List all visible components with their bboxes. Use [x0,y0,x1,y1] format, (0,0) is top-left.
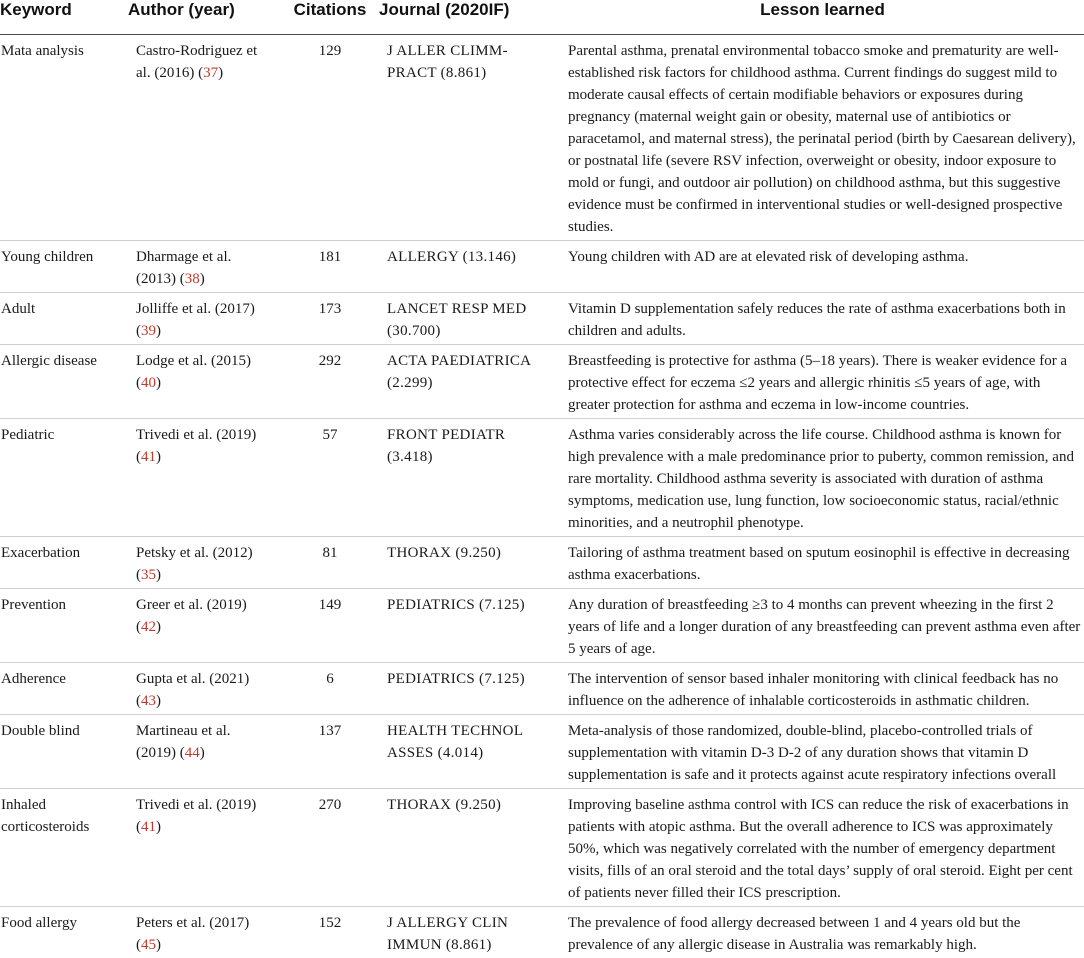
citations-value: 81 [323,545,338,561]
table-row [0,537,1084,589]
citations-value: 137 [319,723,342,739]
keyword-text: Inhaled corticosteroids [1,797,89,835]
keyword-text: Pediatric [1,427,54,443]
citations-value: 57 [323,427,338,443]
citations-value: 181 [319,249,342,265]
keyword-text: Exacerbation [1,545,80,561]
author-cell: Greer et al. (2019) (42) [128,589,281,663]
lesson-text: Tailoring of asthma treatment based on sputum eosinophil is effective in decreasing asthma exacerbations. [568,545,1069,583]
author-text: Gupta et al. (2021) [136,671,249,687]
table-row [0,241,1084,293]
lesson-text: Asthma varies considerably across the life course. Childhood asthma is known for high prevalence with a male predominance prior to puberty, common remission, and rare mortality. Childhood asthma severity is associated with duration of asthma symptoms, medication use, lung function, low socioeconomic status, racial/ethnic minorities, and a neutrophil phenotype. [568,427,1074,531]
citations-value: 129 [319,43,342,59]
citations-cell [281,35,379,241]
journal-text: THORAX (9.250) [387,545,501,561]
lesson-text: Any duration of breastfeeding ≥3 to 4 months can prevent wheezing in the first 2 years of life and a longer duration of any breastfeeding can prevent asthma even after 5 years of age. [568,597,1080,657]
reference-link[interactable]: 43 [141,693,156,709]
citations-value: 292 [319,353,342,369]
journal-cell [379,241,561,293]
citations-cell [281,789,379,907]
author-text: Petsky et al. (2012) [136,545,253,561]
citations-cell [281,419,379,537]
keyword-text: Adult [1,301,35,317]
journal-text: FRONT PEDIATR (3.418) [387,427,505,465]
lesson-cell [561,345,1084,419]
lesson-cell [561,241,1084,293]
reference-link[interactable]: 37 [203,65,218,81]
journal-cell [379,537,561,589]
journal-text: ACTA PAEDIATRICA (2.299) [387,353,530,391]
header-row [0,0,1084,35]
keyword-cell [0,589,128,663]
reference-link[interactable]: 40 [141,375,156,391]
author-cell: Lodge et al. (2015) (40) [128,345,281,419]
lesson-text: Vitamin D supplementation safely reduces the rate of asthma exacerbations both in children and adults. [568,301,1066,339]
author-cell: Peters et al. (2017) (45) [128,907,281,958]
table-body [0,35,1084,958]
header-citations: Citations [281,0,379,35]
keyword-text: Mata analysis [1,43,84,59]
citations-value: 152 [319,915,342,931]
citations-cell [281,537,379,589]
table-row [0,907,1084,958]
citations-value: 173 [319,301,342,317]
header-lesson: Lesson learned [561,0,1084,35]
journal-text: LANCET RESP MED (30.700) [387,301,527,339]
author-text: Lodge et al. (2015) [136,353,251,369]
reference-link[interactable]: 41 [141,819,156,835]
keyword-cell [0,537,128,589]
journal-text: HEALTH TECHNOL ASSES (4.014) [387,723,523,761]
lesson-text: Parental asthma, prenatal environmental tobacco smoke and prematurity are well-established risk factors for childhood asthma. Current findings do suggest mild to moderate causal effects of certain modifiable behaviors or exposures during pregnancy (maternal weight gain or obesity, maternal use of antibiotics or paracetamol, and maternal stress), the perinatal period (birth by Caesarean delivery), or postnatal life (severe RSV infection, overweight or obesity, indoor exposure to mold or fungi, and outdoor air pollution) on childhood asthma, but this suggestive evidence must be confirmed in interventional studies or well-designed prospective studies. [568,43,1076,235]
keyword-cell [0,419,128,537]
reference-link[interactable]: 42 [141,619,156,635]
author-text: Jolliffe et al. (2017) [136,301,255,317]
table-row [0,293,1084,345]
table-header [0,0,1084,35]
journal-cell [379,589,561,663]
keyword-cell [0,715,128,789]
lesson-text: The prevalence of food allergy decreased between 1 and 4 years old but the prevalence of any allergic disease in Australia was remarkably high. [568,915,1020,953]
citations-cell [281,907,379,958]
lesson-cell [561,35,1084,241]
journal-cell [379,907,561,958]
header-author: Author (year) [128,0,281,35]
keyword-text: Young children [1,249,93,265]
citations-cell [281,345,379,419]
reference-link[interactable]: 44 [185,745,200,761]
reference-link[interactable]: 38 [185,271,200,287]
keyword-cell [0,35,128,241]
lesson-cell [561,663,1084,715]
table-row [0,789,1084,907]
lesson-cell [561,789,1084,907]
keyword-text: Adherence [1,671,66,687]
author-cell: Trivedi et al. (2019) (41) [128,789,281,907]
citations-cell [281,241,379,293]
citations-value: 149 [319,597,342,613]
reference-link[interactable]: 39 [141,323,156,339]
citations-value: 270 [319,797,342,813]
author-text: Martineau et al. (2019) [136,723,231,761]
table-row [0,589,1084,663]
journal-cell [379,293,561,345]
lesson-text: The intervention of sensor based inhaler monitoring with clinical feedback has no influence on the adherence of inhalable corticosteroids in asthmatic children. [568,671,1058,709]
keyword-cell [0,293,128,345]
keyword-text: Double blind [1,723,80,739]
header-keyword: Keyword [0,0,128,35]
lesson-cell [561,537,1084,589]
lesson-cell [561,419,1084,537]
lesson-text: Meta-analysis of those randomized, double-blind, placebo-controlled trials of supplementation with vitamin D-3 D-2 of any duration shows that vitamin D supplementation is safe and it protects against acute respiratory infections overall [568,723,1056,783]
citations-cell [281,589,379,663]
lesson-text: Improving baseline asthma control with ICS can reduce the risk of exacerbations in patients with atopic asthma. But the overall adherence to ICS was approximately 50%, which was negatively correlated with the number of emergency department visits, fills of an oral steroid and the total days’ supply of oral steroid. Eight per cent of patients never filled their ICS prescription. [568,797,1073,901]
journal-cell [379,789,561,907]
keyword-text: Prevention [1,597,66,613]
lesson-cell [561,715,1084,789]
lesson-cell [561,293,1084,345]
journal-cell [379,345,561,419]
keyword-text: Food allergy [1,915,77,931]
reference-link[interactable]: 41 [141,449,156,465]
author-text: Dharmage et al. (2013) [136,249,231,287]
journal-text: J ALLER CLIMM-PRACT (8.861) [387,43,508,81]
reference-link[interactable]: 45 [141,937,156,953]
author-cell: Trivedi et al. (2019) (41) [128,419,281,537]
keyword-text: Allergic disease [1,353,97,369]
keyword-cell [0,907,128,958]
lesson-cell [561,589,1084,663]
citations-cell [281,663,379,715]
journal-text: THORAX (9.250) [387,797,501,813]
keyword-cell [0,345,128,419]
lesson-text: Young children with AD are at elevated risk of developing asthma. [568,249,968,265]
journal-text: PEDIATRICS (7.125) [387,671,525,687]
journal-cell [379,715,561,789]
author-text: Peters et al. (2017) [136,915,249,931]
author-cell: Petsky et al. (2012) (35) [128,537,281,589]
table-row [0,345,1084,419]
table-row [0,35,1084,241]
lesson-cell [561,907,1084,958]
table-row [0,663,1084,715]
journal-cell [379,663,561,715]
author-cell: Castro-Rodriguez et al. (2016) (37) [128,35,281,241]
citations-cell [281,715,379,789]
author-text: Trivedi et al. (2019) [136,797,256,813]
journal-text: PEDIATRICS (7.125) [387,597,525,613]
keyword-cell [0,663,128,715]
lesson-text: Breastfeeding is protective for asthma (5–18 years). There is weaker evidence for a protective effect for eczema ≤2 years and allergic rhinitis ≤5 years of age, with greater protection for asthma and eczema in low-income countries. [568,353,1067,413]
author-text: Greer et al. (2019) [136,597,247,613]
keyword-cell [0,789,128,907]
citations-value: 6 [326,671,334,687]
reference-link[interactable]: 35 [141,567,156,583]
journal-text: J ALLERGY CLIN IMMUN (8.861) [387,915,508,953]
journal-cell [379,419,561,537]
author-cell: Jolliffe et al. (2017) (39) [128,293,281,345]
author-cell: Dharmage et al. (2013) (38) [128,241,281,293]
journal-text: ALLERGY (13.146) [387,249,516,265]
header-journal: Journal (2020IF) [379,0,561,35]
author-text: Castro-Rodriguez et al. (2016) [136,43,257,81]
journal-cell [379,35,561,241]
table-row [0,419,1084,537]
author-cell: Martineau et al. (2019) (44) [128,715,281,789]
table-row [0,715,1084,789]
keyword-cell [0,241,128,293]
citations-cell [281,293,379,345]
author-text: Trivedi et al. (2019) [136,427,256,443]
author-cell: Gupta et al. (2021) (43) [128,663,281,715]
